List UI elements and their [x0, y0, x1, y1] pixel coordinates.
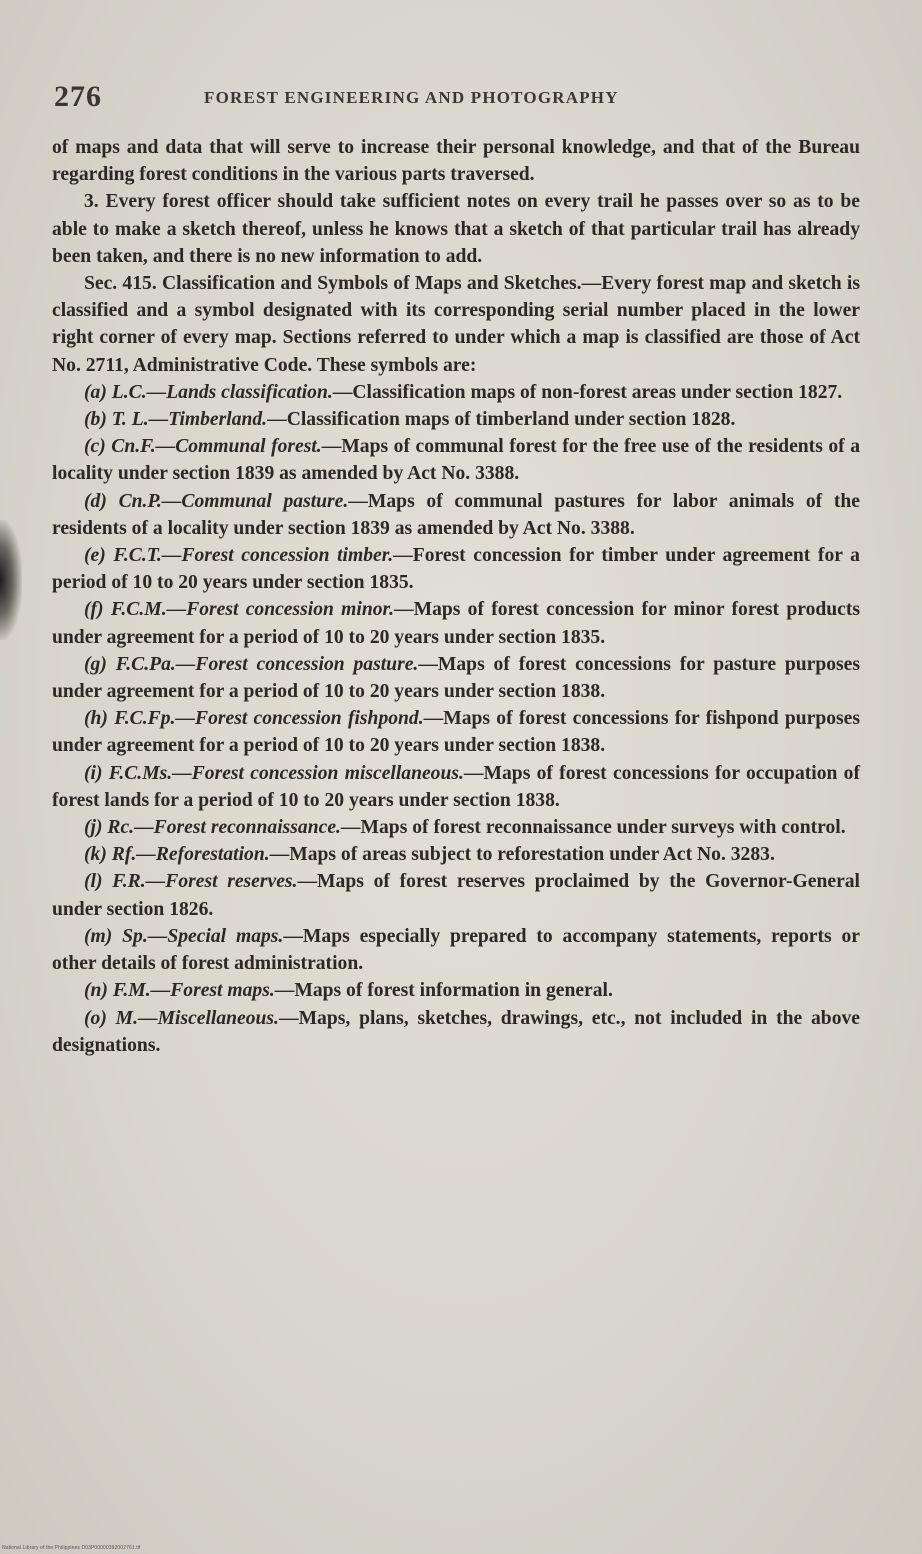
symbol-code: T. L.: [111, 409, 149, 431]
symbol-code: F.C.Ms.: [108, 762, 173, 784]
symbol-letter: (g): [84, 653, 107, 675]
symbol-description: Maps of forest concessions for pasture purposes under agreement for a period of 10 to 20 years under section 1838.: [52, 653, 860, 703]
symbol-entry: (b) T. L.—Timberland.—Classification maps of timberland under section 1828.: [84, 409, 736, 431]
symbol-entry: (n) F.M.—Forest maps.—Maps of forest information in general.: [84, 980, 613, 1002]
symbol-letter: (e): [84, 545, 106, 567]
symbol-letter: (o): [84, 1007, 107, 1029]
symbol-entry: (o) M.—Miscellaneous.—Maps, plans, sketches, drawings, etc., not included in the above designations.: [52, 1007, 860, 1056]
scan-footer: National Library of the Philippines D03P00000392002761.tif: [2, 1545, 141, 1551]
symbol-name: Miscellaneous.: [157, 1007, 279, 1029]
body-text: [52, 134, 860, 1059]
symbol-entry: (g) F.C.Pa.—Forest concession pasture.—Maps of forest concessions for pasture purposes under agreement for a period of 10 to 20 years under section 1838.: [52, 653, 860, 703]
symbol-name: Lands classification.: [166, 381, 333, 403]
symbol-name: Forest reconnaissance.: [153, 817, 341, 839]
symbol-code: F.C.Pa.: [115, 653, 176, 675]
symbol-letter: (d): [84, 490, 107, 512]
page-header: [54, 80, 860, 120]
continuation-paragraph: of maps and data that will serve to increase their personal knowledge, and that of the Bureau regarding forest conditions in the various parts traversed.: [52, 137, 860, 186]
symbol-entry: (h) F.C.Fp.—Forest concession fishpond.—Maps of forest concessions for fishpond purposes under agreement for a period of 10 to 20 years under section 1838.: [52, 708, 860, 757]
symbol-entry: (d) Cn.P.—Communal pasture.—Maps of communal pastures for labor animals of the residents of a locality under section 1839 as amended by Act No. 3388.: [52, 490, 861, 539]
paragraph-3: 3. Every forest officer should take sufficient notes on every trail he passes over so as to be able to make a sketch thereof, unless he knows that a sketch of that particular trail has already been taken, and there is no new information to add.: [52, 191, 860, 267]
symbol-letter: (l): [84, 871, 103, 893]
symbol-letter: (n): [84, 980, 108, 1002]
symbol-description: Maps of areas subject to reforestation under Act No. 3283.: [289, 844, 775, 866]
page-number: 276: [54, 80, 102, 113]
symbol-entry: (i) F.C.Ms.—Forest concession miscellaneous.—Maps of forest concessions for occupation of forest lands for a period of 10 to 20 years under section 1838.: [52, 762, 860, 811]
symbol-name: Timberland.: [168, 409, 268, 431]
section-415-paragraph: [52, 270, 860, 379]
symbol-name: Forest concession pasture.: [195, 653, 419, 675]
symbol-letter: (i): [84, 762, 103, 784]
symbol-description: Maps of forest concessions for fishpond purposes under agreement for a period of 10 to 20 years under section 1838.: [52, 708, 860, 757]
symbol-name: Special maps.: [167, 925, 284, 947]
symbol-code: Rf.: [111, 844, 137, 866]
symbol-description: Maps of forest information in general.: [294, 980, 613, 1002]
symbol-code: Sp.: [122, 925, 148, 947]
symbol-entry: (j) Rc.—Forest reconnaissance.—Maps of forest reconnaissance under surveys with control.: [84, 817, 846, 839]
symbol-name: Forest reserves.: [165, 871, 298, 893]
symbol-letter: (a): [84, 381, 107, 403]
symbol-entry: (e) F.C.T.—Forest concession timber.—Forest concession for timber under agreement for a period of 10 to 20 years under section 1835.: [52, 545, 860, 594]
section-heading: Sec. 415. Classification and Symbols of Maps and Sketches.: [84, 273, 582, 295]
symbol-code: F.M.: [112, 980, 151, 1002]
symbol-code: F.C.Fp.: [114, 708, 176, 730]
symbol-name: Reforestation.: [155, 844, 270, 866]
symbol-description: Maps of forest reserves proclaimed by the Governor-General under section 1826.: [52, 871, 861, 920]
symbol-name: Forest maps.: [170, 980, 275, 1002]
symbol-code: L.C.: [111, 381, 147, 403]
symbol-entry: (k) Rf.—Reforestation.—Maps of areas subject to reforestation under Act No. 3283.: [84, 844, 775, 866]
symbol-description: Maps of forest concession for minor forest products under agreement for a period of 10 to 20 years under section 1835.: [52, 599, 861, 648]
symbol-name: Forest concession timber.: [181, 545, 394, 567]
section-text: —Every forest map and sketch is classified and a symbol designated with its corresponding serial number placed in the lower right corner of every map. Sections referred to under which a map is classified are those of Act No. 2711, Administrative Code. These symbols are:: [52, 273, 860, 376]
symbol-letter: (j): [84, 817, 103, 839]
symbol-entry: (m) Sp.—Special maps.—Maps especially prepared to accompany statements, reports or other details of forest administration.: [52, 925, 860, 975]
symbol-code: F.R.: [112, 871, 146, 893]
symbol-entry: (c) Cn.F.—Communal forest.—Maps of communal forest for the free use of the residents of a locality under section 1839 as amended by Act No. 3388.: [52, 436, 860, 485]
symbol-description: Maps of communal forest for the free use of the residents of a locality under section 1839 as amended by Act No. 3388.: [52, 436, 860, 485]
running-title: FOREST ENGINEERING AND PHOTOGRAPHY: [204, 88, 619, 107]
binding-shadow: [0, 520, 22, 640]
symbol-entry: (f) F.C.M.—Forest concession minor.—Maps of forest concession for minor forest products under agreement for a period of 10 to 20 years under section 1835.: [52, 599, 861, 648]
symbol-letter: (m): [84, 925, 113, 947]
symbol-entry: (a) L.C.—Lands classification.—Classification maps of non-forest areas under section 1827.: [84, 381, 843, 403]
symbol-list: [52, 379, 860, 1059]
symbol-name: Forest concession fishpond.: [195, 708, 424, 730]
symbol-description: Maps of communal pastures for labor animals of the residents of a locality under section 1839 as amended by Act No. 3388.: [52, 490, 861, 539]
symbol-description: Maps of forest concessions for occupation of forest lands for a period of 10 to 20 years under section 1838.: [52, 762, 860, 811]
symbol-name: Communal forest.: [175, 436, 322, 458]
symbol-name: Forest concession miscellaneous.: [191, 762, 464, 784]
symbol-description: Maps, plans, sketches, drawings, etc., not included in the above designations.: [52, 1007, 860, 1056]
symbol-code: M.: [115, 1007, 138, 1029]
symbol-name: Communal pasture.: [181, 490, 349, 512]
symbol-name: Forest concession minor.: [186, 599, 394, 621]
symbol-description: Forest concession for timber under agreement for a period of 10 to 20 years under section 1835.: [52, 545, 860, 594]
symbol-letter: (c): [84, 436, 106, 458]
symbol-description: Classification maps of timberland under section 1828.: [286, 409, 736, 431]
symbol-code: Rc.: [107, 817, 135, 839]
symbol-code: F.C.T.: [113, 545, 162, 567]
symbol-code: Cn.P.: [118, 490, 162, 512]
symbol-code: F.C.M.: [110, 599, 167, 621]
symbol-letter: (h): [84, 708, 108, 730]
symbol-letter: (f): [84, 599, 104, 621]
symbol-code: Cn.F.: [111, 436, 156, 458]
symbol-description: Classification maps of non-forest areas under section 1827.: [352, 381, 843, 403]
symbol-letter: (k): [84, 844, 107, 866]
symbol-entry: (l) F.R.—Forest reserves.—Maps of forest reserves proclaimed by the Governor-General under section 1826.: [52, 871, 861, 920]
symbol-description: Maps especially prepared to accompany statements, reports or other details of forest administration.: [52, 925, 860, 975]
symbol-letter: (b): [84, 409, 107, 431]
symbol-description: Maps of forest reconnaissance under surveys with control.: [360, 817, 846, 839]
